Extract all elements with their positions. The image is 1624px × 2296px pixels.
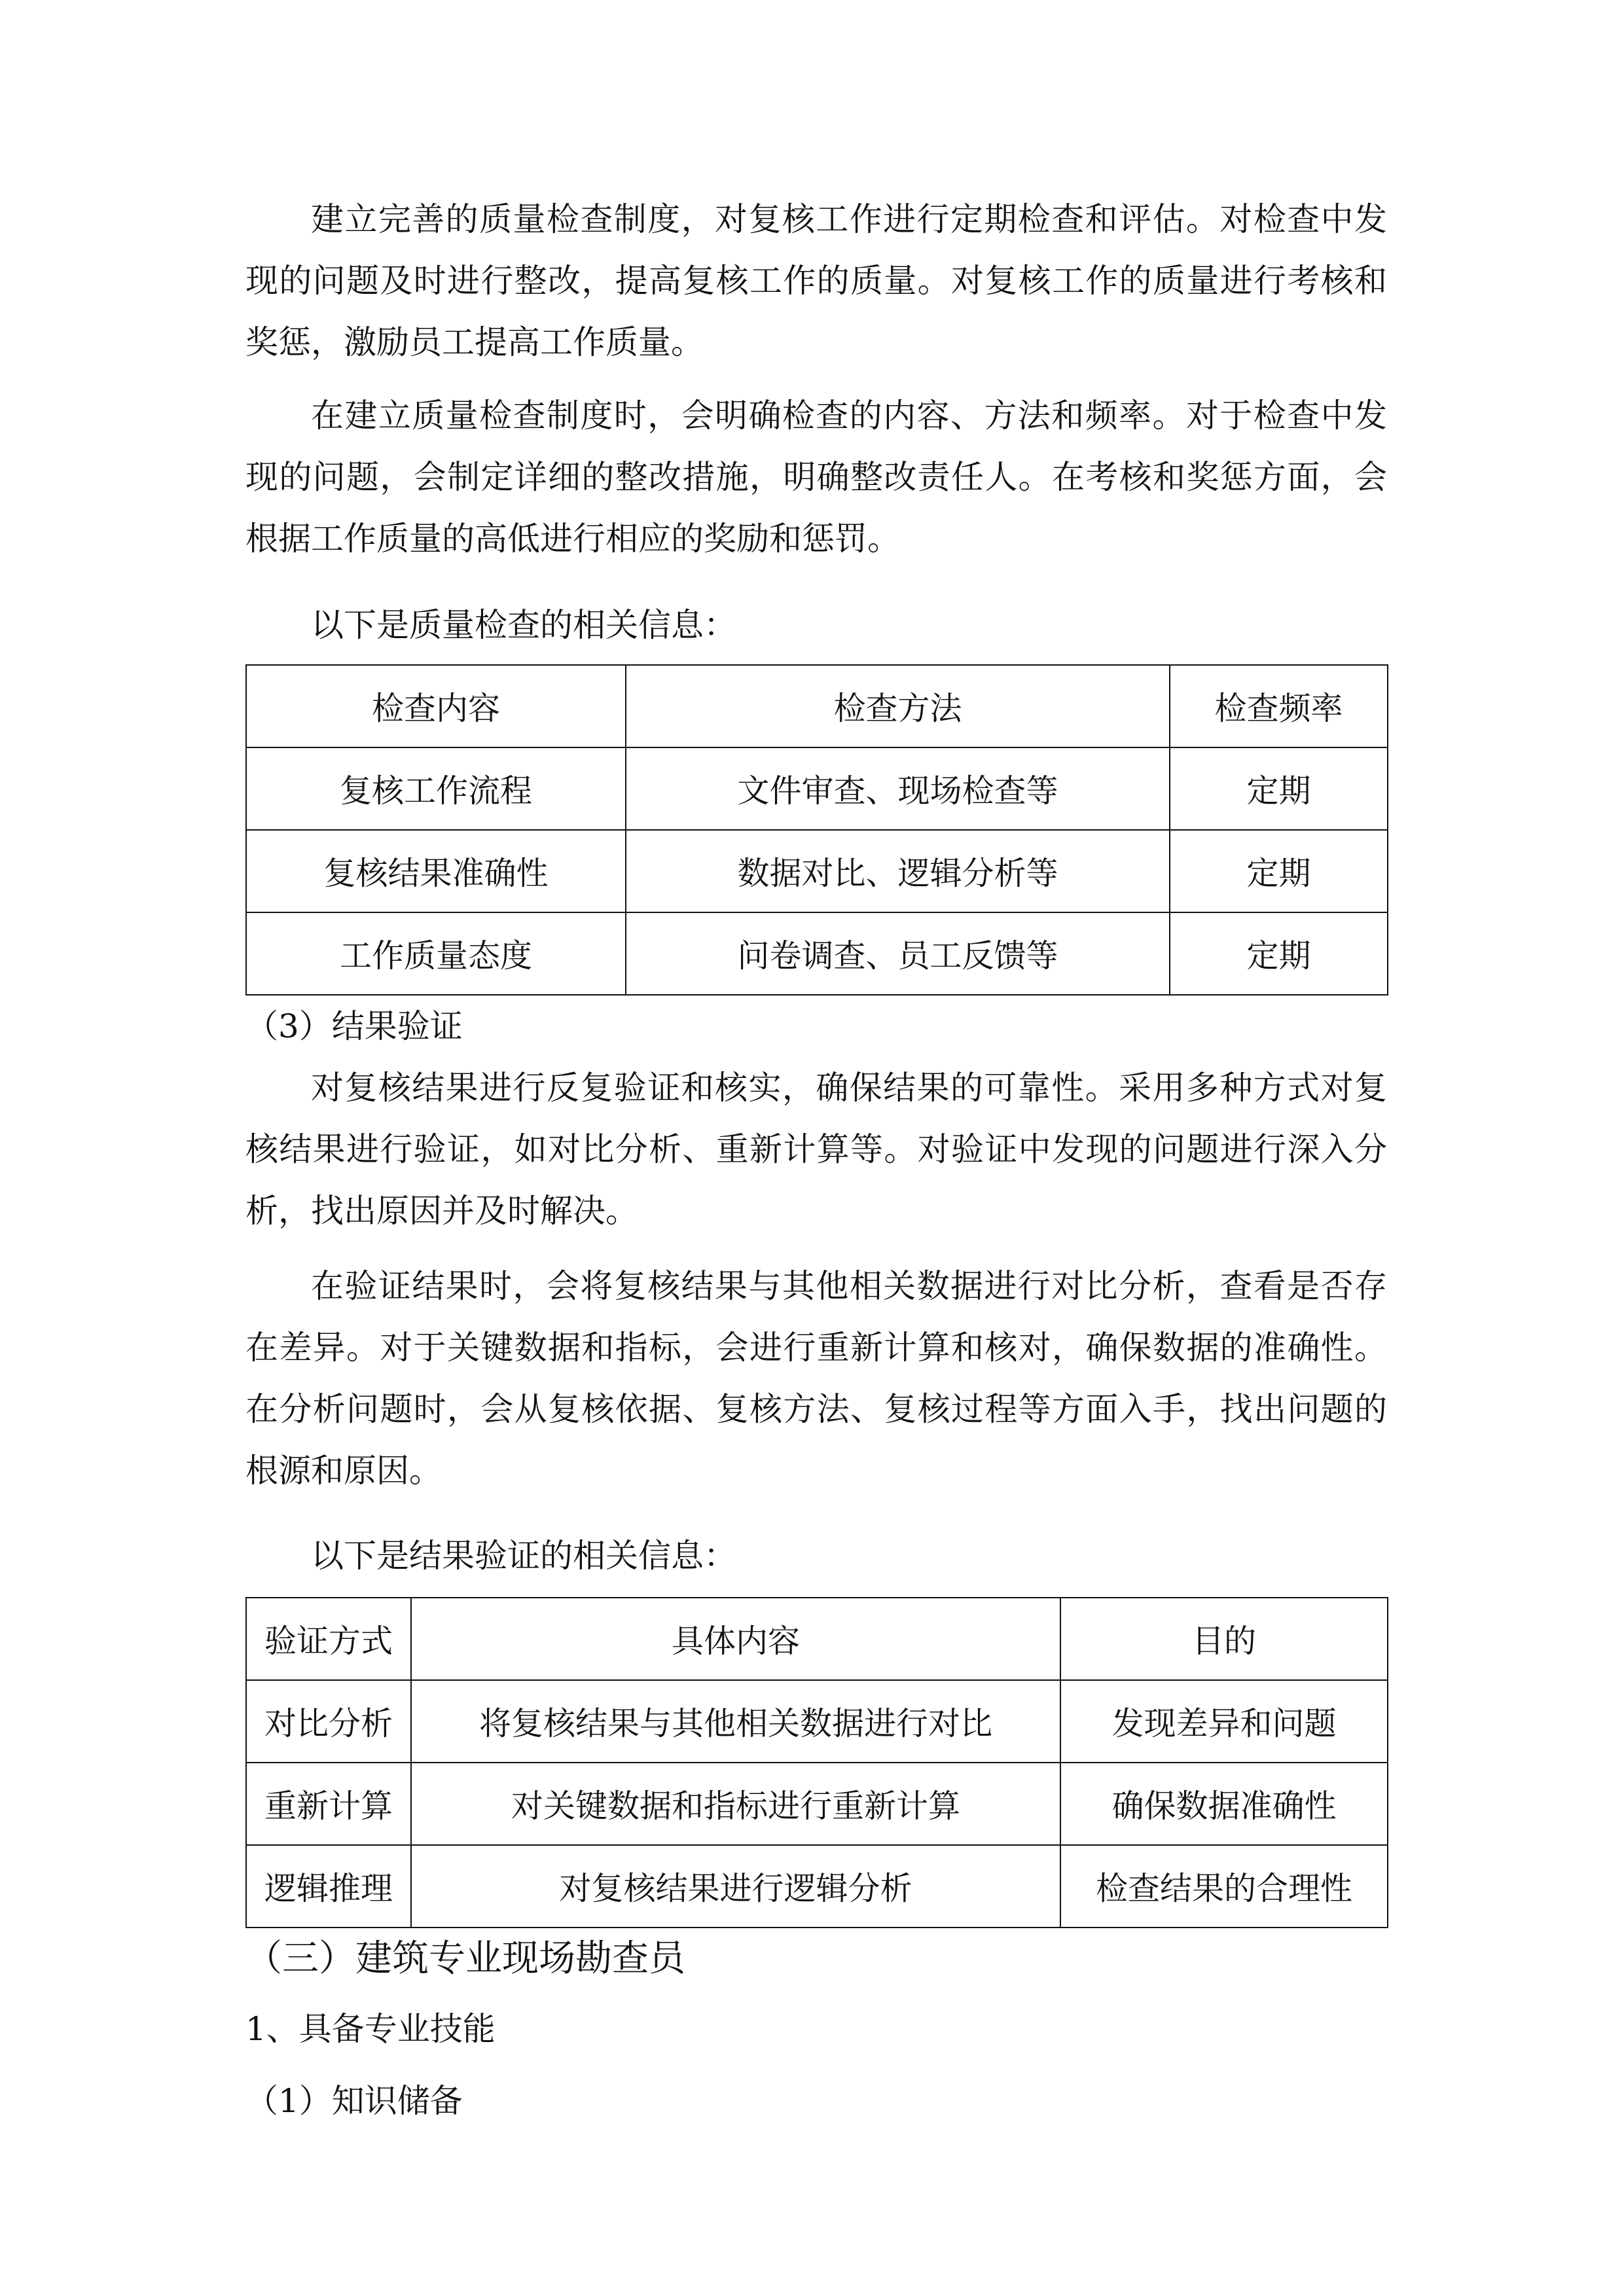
heading-professional-skills: 1、具备专业技能 <box>245 2010 496 2048</box>
result-verification-table <box>245 1597 1388 1928</box>
table-header-cell: 验证方式 <box>246 1598 411 1680</box>
table-header-cell: 检查方法 <box>626 665 1170 747</box>
table-cell: 确保数据准确性 <box>1060 1763 1388 1845</box>
table-header-row <box>246 665 1388 747</box>
paragraph-quality-system: 建立完善的质量检查制度，对复核工作进行定期检查和评估。对检查中发现的问题及时进行整改，提高复核工作的质量。对复核工作的质量进行考核和奖惩，激励员工提高工作质量。 <box>245 200 1387 361</box>
table-cell: 将复核结果与其他相关数据进行对比 <box>411 1680 1060 1763</box>
paragraph-quality-check-intro: 以下是质量检查的相关信息： <box>311 606 736 644</box>
table-cell: 发现差异和问题 <box>1060 1680 1388 1763</box>
table-cell: 数据对比、逻辑分析等 <box>626 830 1170 912</box>
table-header-cell: 检查频率 <box>1170 665 1388 747</box>
section-heading-site-surveyor: （三）建筑专业现场勘查员 <box>245 1937 685 1980</box>
paragraph-result-verification: 对复核结果进行反复验证和核实，确保结果的可靠性。采用多种方式对复核结果进行验证，如对比分析、重新计算等。对验证中发现的问题进行深入分析，找出原因并及时解决。 <box>245 1069 1387 1230</box>
table-cell: 复核工作流程 <box>246 747 626 830</box>
table-cell: 工作质量态度 <box>246 912 626 995</box>
table-cell: 检查结果的合理性 <box>1060 1845 1388 1928</box>
table-row <box>246 1763 1388 1845</box>
table-cell: 定期 <box>1170 830 1388 912</box>
paragraph-verification-details: 在验证结果时，会将复核结果与其他相关数据进行对比分析，查看是否存在差异。对于关键数据和指标，会进行重新计算和核对，确保数据的准确性。在分析问题时，会从复核依据、复核方法、复核过程等方面入手，找出问题的根源和原因。 <box>245 1267 1387 1490</box>
table-cell: 问卷调查、员工反馈等 <box>626 912 1170 995</box>
table-row <box>246 747 1388 830</box>
table-cell: 复核结果准确性 <box>246 830 626 912</box>
table-row <box>246 1845 1388 1928</box>
table-cell: 重新计算 <box>246 1763 411 1845</box>
table-cell: 对复核结果进行逻辑分析 <box>411 1845 1060 1928</box>
table-header-cell: 检查内容 <box>246 665 626 747</box>
table-header-cell: 目的 <box>1060 1598 1388 1680</box>
paragraph-verification-intro: 以下是结果验证的相关信息： <box>311 1537 736 1575</box>
table-cell: 对关键数据和指标进行重新计算 <box>411 1763 1060 1845</box>
paragraph-quality-check-details: 在建立质量检查制度时，会明确检查的内容、方法和频率。对于检查中发现的问题，会制定详细的整改措施，明确整改责任人。在考核和奖惩方面，会根据工作质量的高低进行相应的奖励和惩罚。 <box>245 397 1387 558</box>
table-cell: 对比分析 <box>246 1680 411 1763</box>
heading-knowledge-reserve: （1）知识储备 <box>245 2082 463 2120</box>
table-row <box>246 912 1388 995</box>
table-row <box>246 830 1388 912</box>
table-cell: 逻辑推理 <box>246 1845 411 1928</box>
table-header-cell: 具体内容 <box>411 1598 1060 1680</box>
table-row <box>246 1680 1388 1763</box>
table-cell: 定期 <box>1170 912 1388 995</box>
table-cell: 文件审查、现场检查等 <box>626 747 1170 830</box>
table-header-row <box>246 1598 1388 1680</box>
subsection-heading-result-verification: （3）结果验证 <box>245 1007 463 1045</box>
quality-check-table <box>245 664 1388 996</box>
table-cell: 定期 <box>1170 747 1388 830</box>
